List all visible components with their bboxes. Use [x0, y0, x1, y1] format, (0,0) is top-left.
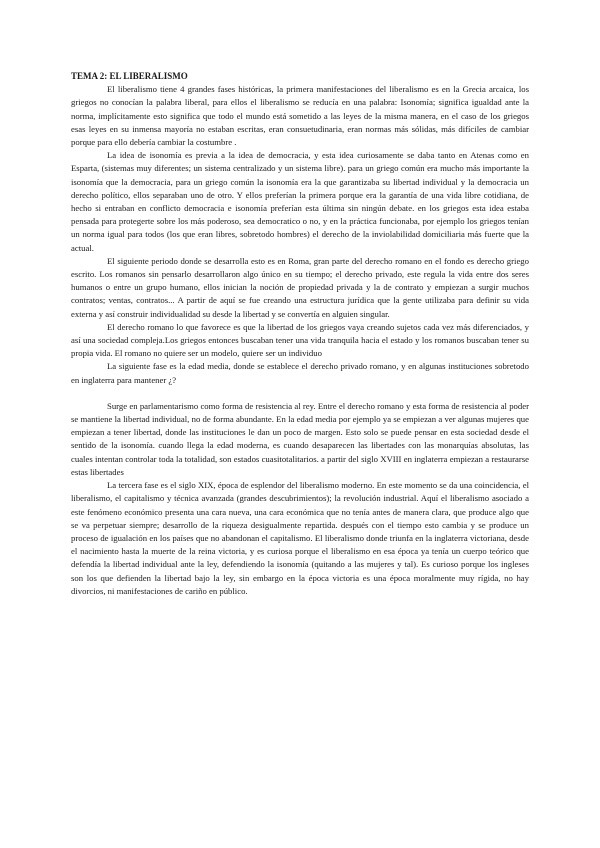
- paragraph-3: El siguiente periodo donde se desarrolla esto es en Roma, gran parte del derecho romano en el fondo es derecho griego escrito. Los romanos sin pensarlo desarrollaron algo único en su tiempo; el derecho privado, este regula la vida entre dos seres humanos o entre un grupo humano, ellos inician la noción de propiedad privada y la de contrato y empiezan a surgir muchos contratos; ventas, contratos... A partir de aquí se fue creando una estructura jurídica que la gente utilizaba para definir su vida externa y así construir individualidad su desde la libertad y se convertía en alguien singular.: [71, 255, 529, 319]
- paragraph-1: El liberalismo tiene 4 grandes fases históricas, la primera manifestaciones del liberalismo es en la Grecia arcaica, los griegos no conocían la palabra liberal, para ellos el liberalismo se reducía en una palabra: Isonomía; significa igualdad ante la norma, implícitamente esto significa que todo el mundo está sometido a las leyes de la misma manera, en el caso de los griegos esas leyes en su inmensa mayoría no estaban escritas, eran consuetudinaria, eran normas más sólidas, más difíciles de cambiar porque para ello debería cambiar la costumbre .: [71, 84, 529, 148]
- document-title: TEMA 2: EL LIBERALISMO: [71, 71, 188, 81]
- paragraph-gap: [71, 387, 529, 400]
- document-body: [71, 70, 529, 598]
- paragraph-2: La idea de isonomía es previa a la idea de democracia, y esta idea curiosamente se daba tanto en Atenas como en Esparta, (sistemas muy diferentes; un sistema centralizado y un sistema libre). para un griego común era mucho más importante la isonomía que la democracia, para un griego común la isonomía era la que garantizaba su libertad individual y la democracia un derecho político, ellos separaban uno de otro. Y ellos preferían la primera porque era la garantía de una vida libre cotidiana, de hecho si entraban en conflicto democracia e isonomía preferían esta última sin ningún debate. en los griegos esta idea estaba pensada para protegerte sobre los más poderoso, sea democratico o no, y en la práctica funcionaba, por ejemplo los griegos tenían un norma igual para todos (los que eran libres, sobretodo hombres) el derecho de la inviolabilidad domiciliaria más fuerte que la actual.: [71, 150, 529, 253]
- paragraph-4: El derecho romano lo que favorece es que la libertad de los griegos vaya creando sujetos cada vez más diferenciados, y así una sociedad compleja.Los griegos entonces buscaban tener una vida tranquila hacia el estado y los romanos buscaban tener su propia vida. El romano no quiere ser un modelo, quiere ser un individuo: [71, 321, 529, 359]
- paragraph-6: Surge en parlamentarismo como forma de resistencia al rey. Entre el derecho romano y esta forma de resistencia al poder se mantiene la libertad individual, no de forma abundante. En la edad media por ejemplo ya se empiezan a ver algunas mujeres que empiezan a tener libertad, donde las instituciones le dan un poco de margen. Esto solo se puede pensar en esta sociedad desde el sentido de la isonomía. cuando llega la edad moderna, es cuando desaparecen las libertades con las monarquías absolutas, las cuales intentan controlar toda la totalidad, son estados cuasitotalitarios. a partir del siglo XVIII en inglaterra empiezan a restaurarse estas libertades: [71, 400, 529, 477]
- paragraph-5: La siguiente fase es la edad media, donde se establece el derecho privado romano, y en algunas instituciones sobretodo en inglaterra para mantener ¿?: [71, 361, 529, 385]
- paragraph-7: La tercera fase es el siglo XIX, época de esplendor del liberalismo moderno. En este momento se da una coincidencia, el liberalismo, el capitalismo y técnica avanzada (grandes descubrimientos); la revolución industrial. Aquí el liberalismo asociado a este fenómeno económico presenta una cara nueva, una cara económica que no tenía antes de manera clara, que produce algo que se va perpetuar siempre; desarrollo de la riqueza desigualmente repartida. después con el tiempo esto cambia y se produce un proceso de igualación en los países que no abandonan el capitalismo. El liberalismo donde triunfa en la inglaterra victoriana, desde el nacimiento hasta la muerte de la reina victoria, y es curiosa porque el liberalismo en esa época ya tenía un cuerpo teórico que defendía la libertad individual ante la ley, defendiendo la isonomía (quitando a las mujeres y tal). Es curioso porque los ingleses son los que defienden la libertad bajo la ley, sin embargo en la época victoria es una época moralmente muy rígida, no hay divorcios, ni manifestaciones de cariño en público.: [71, 480, 529, 596]
